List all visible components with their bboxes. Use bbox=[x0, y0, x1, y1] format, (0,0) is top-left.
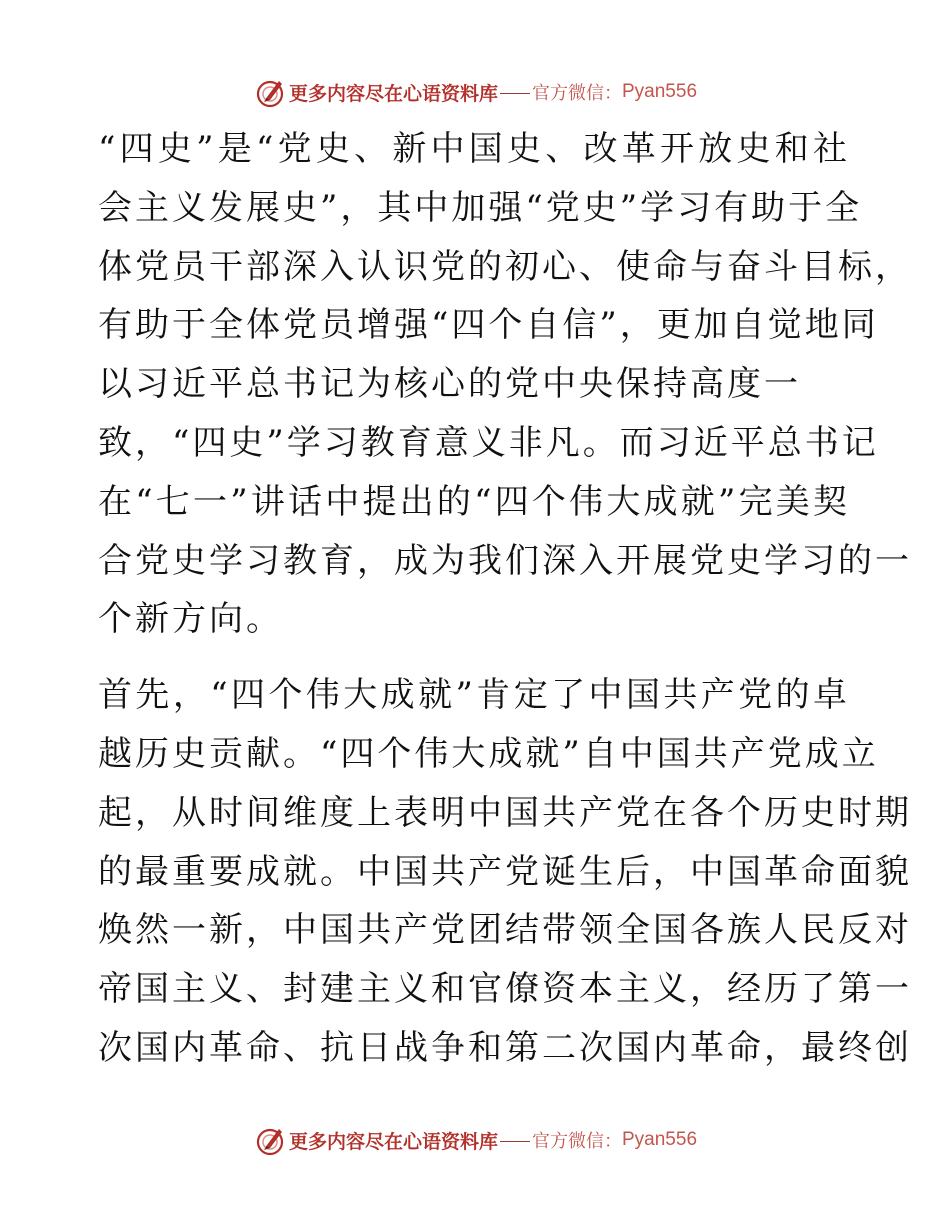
header-brand-text: 更多内容尽在心语资料库 bbox=[288, 82, 498, 105]
paragraph-1-line: 个新方向。 bbox=[98, 599, 283, 640]
header-wechat-id: Pyan556 bbox=[622, 81, 698, 102]
paragraph-1-line: 以习近平总书记为核心的党中央保持高度一 bbox=[98, 364, 801, 405]
paragraph-1-line: 有助于全体党员增强“四个自信”，更加自觉地同 bbox=[98, 305, 879, 346]
paragraph-1-line: 会主义发展史”，其中加强“党史”学习有助于全 bbox=[98, 187, 863, 228]
header-wechat-label: 官方微信： bbox=[532, 83, 622, 104]
paragraph-1 bbox=[98, 120, 912, 649]
document-body bbox=[98, 120, 912, 1078]
paragraph-2-line: 首先，“四个伟大成就”肯定了中国共产党的卓 bbox=[98, 675, 850, 716]
pen-nib-logo-icon bbox=[253, 1123, 287, 1157]
footer-wechat-id: Pyan556 bbox=[622, 1129, 698, 1150]
paragraph-2-line: 的最重要成就。中国共产党诞生后，中国革命面貌 bbox=[98, 851, 912, 892]
footer-divider bbox=[500, 1141, 530, 1142]
paragraph-1-line: 在“七一”讲话中提出的“四个伟大成就”完美契 bbox=[98, 481, 850, 522]
footer-brand-text: 更多内容尽在心语资料库 bbox=[288, 1130, 498, 1153]
pen-nib-logo-icon bbox=[253, 75, 287, 109]
paragraph-1-line: 致，“四史”学习教育意义非凡。而习近平总书记 bbox=[98, 422, 879, 463]
footer-banner bbox=[0, 1120, 950, 1160]
footer-wechat-label: 官方微信： bbox=[532, 1131, 622, 1152]
paragraph-2-line: 帝国主义、封建主义和官僚资本主义，经历了第一 bbox=[98, 969, 912, 1010]
paragraph-1-line: “四史”是“党史、新中国史、改革开放史和社 bbox=[98, 129, 850, 169]
paragraph-2-line: 起，从时间维度上表明中国共产党在各个历史时期 bbox=[98, 792, 912, 833]
header-divider bbox=[500, 93, 530, 94]
paragraph-1-line: 体党员干部深入认识党的初心、使命与奋斗目标， bbox=[98, 246, 912, 287]
paragraph-2-line: 焕然一新，中国共产党团结带领全国各族人民反对 bbox=[98, 910, 912, 951]
paragraph-2-line: 越历史贡献。“四个伟大成就”自中国共产党成立 bbox=[98, 733, 879, 774]
header-banner bbox=[0, 72, 950, 112]
paragraph-2-line: 次国内革命、抗日战争和第二次国内革命，最终创 bbox=[98, 1027, 912, 1068]
paragraph-1-line: 合党史学习教育，成为我们深入开展党史学习的一 bbox=[98, 540, 912, 581]
paragraph-2 bbox=[98, 666, 912, 1078]
